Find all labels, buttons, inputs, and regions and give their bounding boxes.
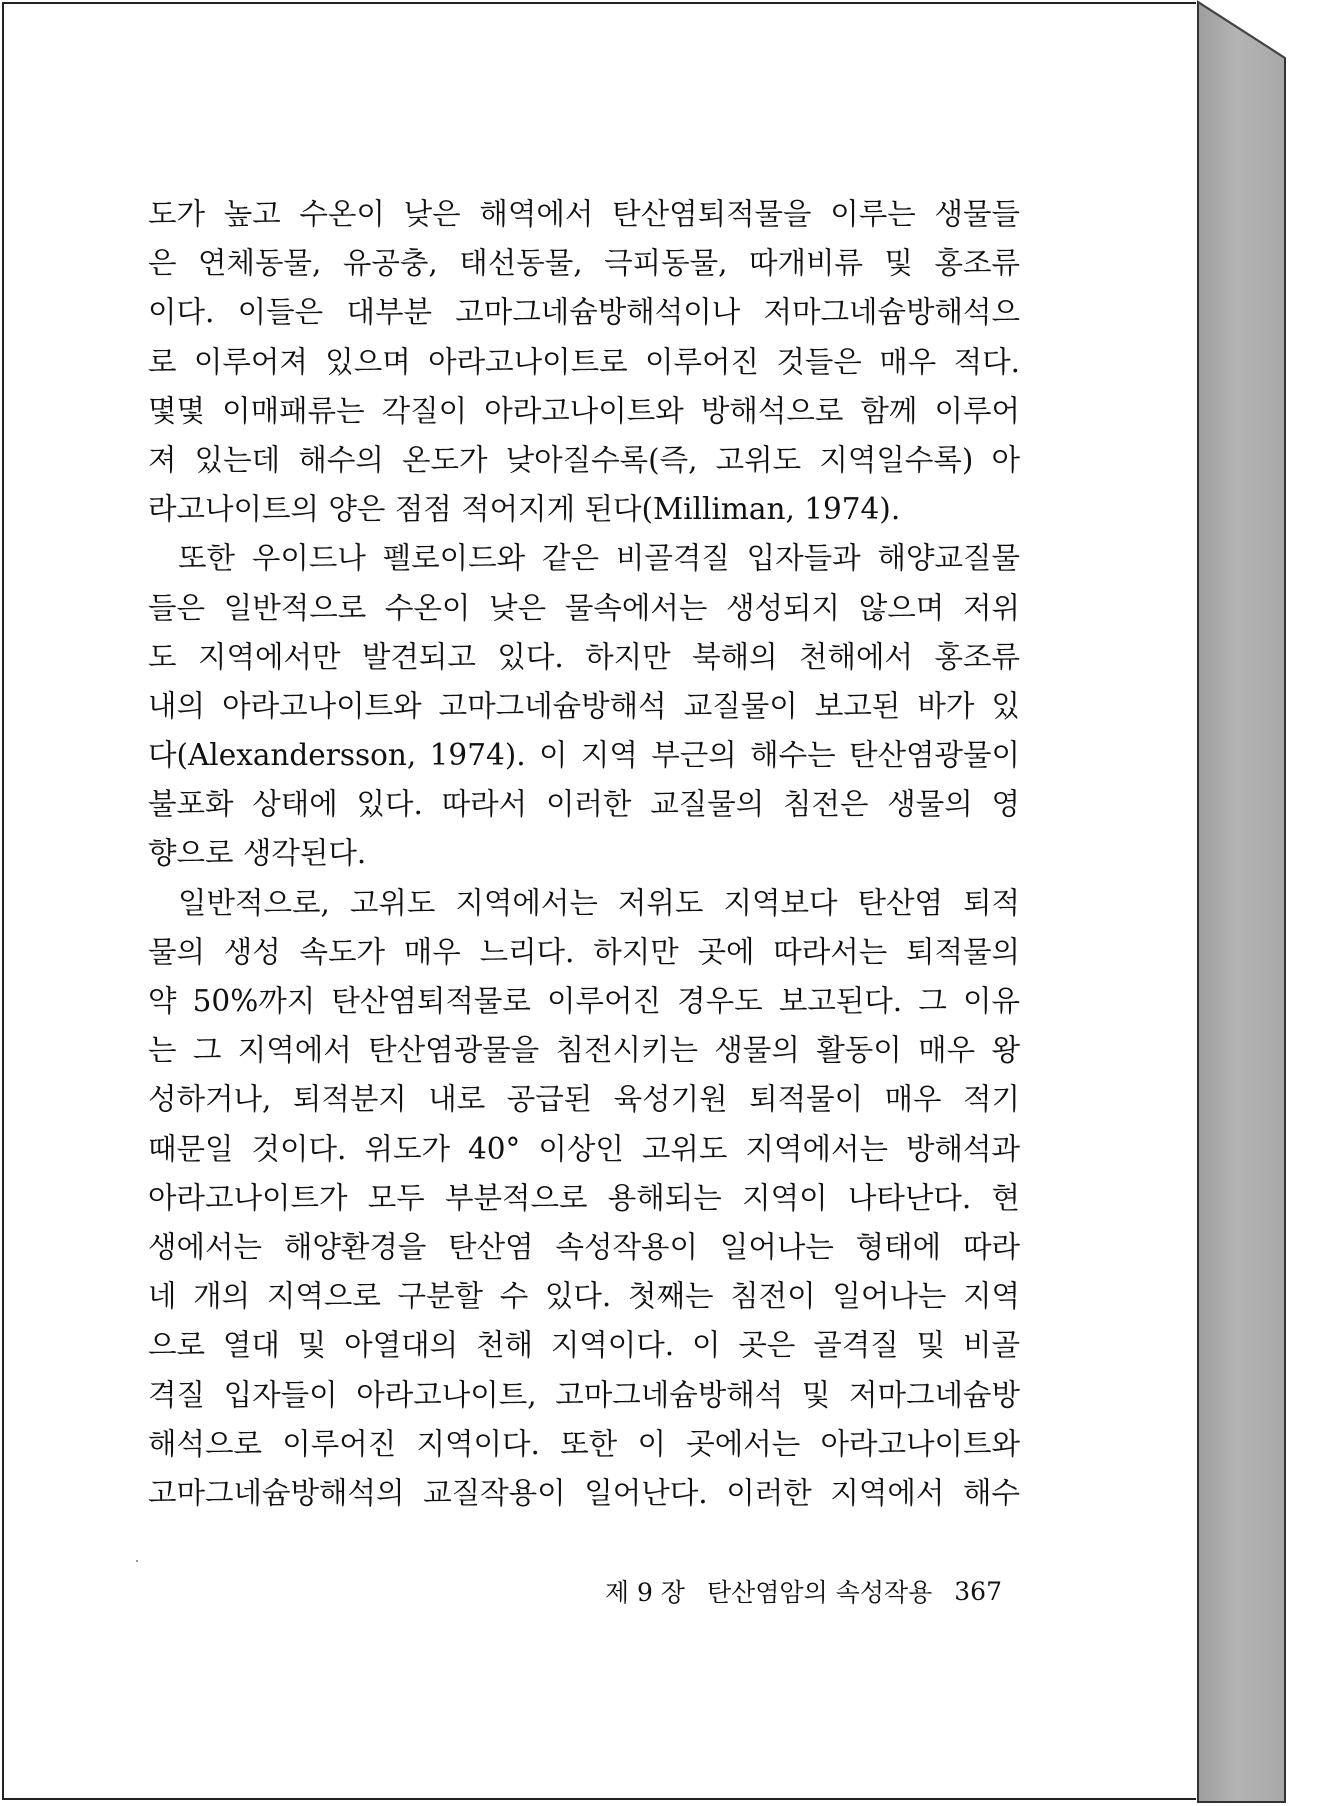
text-line: 이다. 이들은 대부분 고마그네슘방해석이나 저마그네슘방해석으 [148, 295, 1020, 330]
text-line: 져 있는데 해수의 온도가 낮아질수록(즉, 고위도 지역일수록) 아 [148, 442, 1020, 477]
text-line: 들은 일반적으로 수온이 낮은 물속에서는 생성되지 않으며 저위 [148, 590, 1020, 625]
text-line: 고마그네슘방해석의 교질작용이 일어난다. 이러한 지역에서 해수 [148, 1475, 1020, 1510]
text-line: 또한 우이드나 펠로이드와 같은 비골격질 입자들과 해양교질물 [178, 541, 1020, 576]
text-line: 내의 아라고나이트와 고마그네슘방해석 교질물이 보고된 바가 있 [148, 688, 1020, 723]
text-line: 아라고나이트가 모두 부분적으로 용해되는 지역이 나타난다. 현 [148, 1180, 1020, 1215]
footer-chapter-title: 탄산염암의 속성작용 [706, 1578, 933, 1607]
text-line: 라고나이트의 양은 점점 적어지게 된다(Milliman, 1974). [148, 492, 901, 527]
paragraph [148, 190, 1020, 534]
text-line: 로 이루어져 있으며 아라고나이트로 이루어진 것들은 매우 적다. [148, 344, 1020, 379]
text-line: 향으로 생각된다. [148, 836, 367, 871]
scan-speck [136, 1560, 138, 1562]
text-line: 는 그 지역에서 탄산염광물을 침전시키는 생물의 활동이 매우 왕 [148, 1033, 1020, 1068]
text-line: 은 연체동물, 유공충, 태선동물, 극피동물, 따개비류 및 홍조류 [148, 246, 1020, 281]
text-line: 몇몇 이매패류는 각질이 아라고나이트와 방해석으로 함께 이루어 [148, 393, 1020, 428]
paragraph [148, 534, 1020, 878]
text-line: 네 개의 지역으로 구분할 수 있다. 첫째는 침전이 일어나는 지역 [148, 1279, 1020, 1314]
text-line: 도가 높고 수온이 낮은 해역에서 탄산염퇴적물을 이루는 생물들 [148, 197, 1020, 231]
text-line: 성하거나, 퇴적분지 내로 공급된 육성기원 퇴적물이 매우 적기 [148, 1082, 1020, 1117]
text-line: 약 50%까지 탄산염퇴적물로 이루어진 경우도 보고된다. 그 이유 [148, 984, 1020, 1018]
body-text [148, 190, 1020, 1518]
text-line: 일반적으로, 고위도 지역에서는 저위도 지역보다 탄산염 퇴적 [178, 885, 1020, 920]
paragraph [148, 879, 1020, 1518]
running-footer [600, 1571, 1002, 1611]
text-line: 해석으로 이루어진 지역이다. 또한 이 곳에서는 아라고나이트와 [148, 1426, 1020, 1461]
text-line: 때문일 것이다. 위도가 40° 이상인 고위도 지역에서는 방해석과 [148, 1131, 1020, 1166]
text-line: 불포화 상태에 있다. 따라서 이러한 교질물의 침전은 생물의 영 [148, 787, 1020, 822]
footer-chapter: 제 9 장 [604, 1578, 685, 1607]
text-line: 격질 입자들이 아라고나이트, 고마그네슘방해석 및 저마그네슘방 [148, 1377, 1020, 1412]
text-line: 물의 생성 속도가 매우 느리다. 하지만 곳에 따라서는 퇴적물의 [148, 934, 1020, 969]
text-line: 다(Alexandersson, 1974). 이 지역 부근의 해수는 탄산염광물이 [148, 738, 1020, 773]
text-line: 생에서는 해양환경을 탄산염 속성작용이 일어나는 형태에 따라 [148, 1229, 1020, 1264]
text-line: 도 지역에서만 발견되고 있다. 하지만 북해의 천해에서 홍조류 [148, 639, 1020, 674]
text-line: 으로 열대 및 아열대의 천해 지역이다. 이 곳은 골격질 및 비골 [148, 1328, 1020, 1363]
book-edge [1196, 0, 1343, 1806]
page-number: 367 [954, 1576, 1002, 1606]
